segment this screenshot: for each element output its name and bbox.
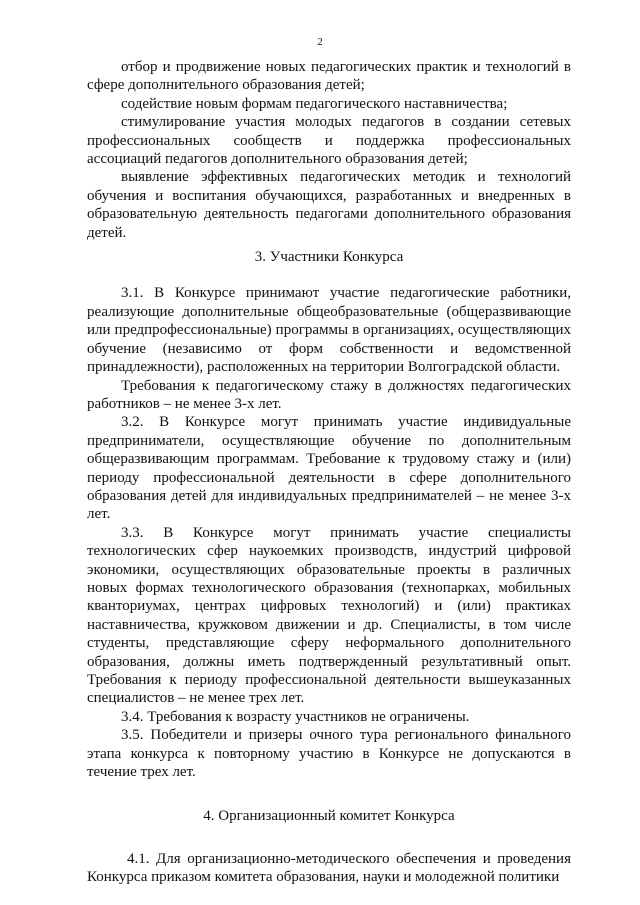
list-item: стимулирование участия молодых педагогов в создании сетевых профессиональных сообществ и поддержка профессиональных ассоциаций педагогов дополнительного образования детей; xyxy=(87,114,571,168)
paragraph-3-5: 3.5. Победители и призеры очного тура регионального финального этапа конкурса к повторному участию в Конкурсе не допускаются в течение трех лет. xyxy=(87,727,571,781)
paragraph-3-2: 3.2. В Конкурсе могут принимать участие индивидуальные предприниматели, осуществляющие обучение по дополнительным общеразвивающим программам. Требование к трудовому стажу и (или) периоду профессиональной деятельности в сфере дополнительного образования детей для индивидуальных предпринимателей – не менее 3-х лет. xyxy=(87,414,571,523)
page-number: 2 xyxy=(317,36,323,48)
paragraph-experience-requirement: Требования к педагогическому стажу в должностях педагогических работников – не менее 3-х лет. xyxy=(87,377,571,412)
paragraph-3-4: 3.4. Требования к возрасту участников не ограничены. xyxy=(121,708,470,725)
section-4-heading: 4. Организационный комитет Конкурса xyxy=(203,808,455,825)
section-3-heading: 3. Участники Конкурса xyxy=(254,249,404,266)
list-item: отбор и продвижение новых педагогических практик и технологий в сфере дополнительного образования детей; xyxy=(87,59,571,94)
list-item: содействие новым формам педагогического наставничества; xyxy=(121,95,508,112)
list-item: выявление эффективных педагогических методик и технологий обучения и воспитания обучающихся, разработанных и внедренных в образовательную деятельность педагогами дополнительного образования детей. xyxy=(87,169,571,241)
paragraph-3-3: 3.3. В Конкурсе могут принимать участие специалисты технологических сфер наукоемких производств, индустрий цифровой экономики, осуществляющих образовательные проекты в различных новых формах технологического образования (технопарках, мобильных кванториумах, центрах цифровых технологий) и (или) практиках наставничества, кружковом движении и др. Специалисты, в том числе студенты, представляющие сферу неформального дополнительного образования, должны иметь подтвержденный результативный опыт. Требования к периоду профессиональной деятельности вышеуказанных специалистов – не менее трех лет. xyxy=(87,524,571,707)
paragraph-3-1: 3.1. В Конкурсе принимают участие педагогические работники, реализующие дополнительные общеобразовательные (общеразвивающие или предпрофессиональные) программы в организациях, осуществляющих обучение (независимо от форм собственности и ведомственной принадлежности), расположенных на территории Волгоградской области. xyxy=(87,285,571,376)
paragraph-4-1: 4.1. Для организационно-методического обеспечения и проведения Конкурса приказом комитета образования, науки и молодежной политики xyxy=(87,850,571,886)
document-body xyxy=(87,58,571,887)
